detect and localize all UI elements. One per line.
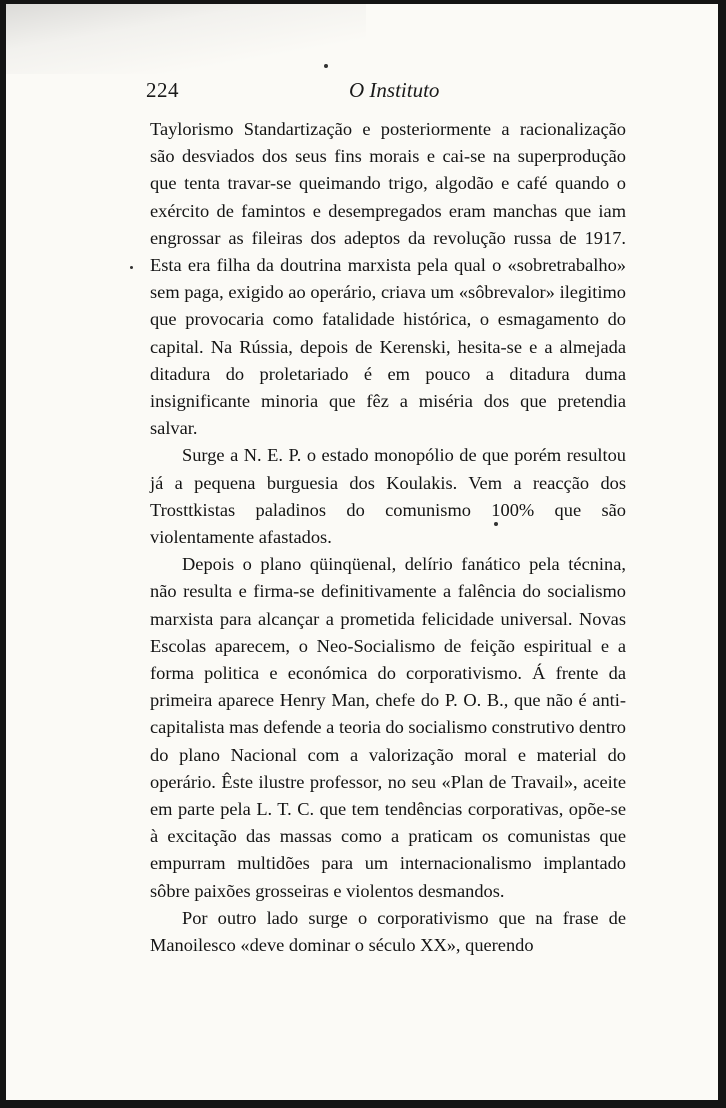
ink-speck — [324, 64, 328, 68]
paragraph-4: Por outro lado surge o corporativismo que na frase de Manoilesco «deve dominar o século XX», querendo — [150, 907, 626, 956]
body-text — [150, 116, 626, 959]
paragraph-2: Surge a N. E. P. o estado monopólio de que porém resultou já a pequena burguesia dos Koulakis. Vem a reacção dos Trosttkistas paladinos do comunismo 100% que são violentamente afastados. — [150, 445, 626, 548]
page-header — [6, 78, 718, 106]
book-page — [6, 4, 718, 1100]
paragraph-3: Depois o plano qüinqüenal, delírio fanático pela técnina, não resulta e firma-se definitivamente a falência do socialismo marxista para alcançar a prometida felicidade universal. Novas Escolas aparecem, o Neo-Socialismo de feição espiritual e a forma politica e económica do corporativismo. Á frente da primeira aparece Henry Man, chefe do P. O. B., que não é anti-capitalista mas defende a teoria do socialismo construtivo dentro do plano Nacional com a valorização moral e material do operário. Êste ilustre professor, no seu «Plan de Travail», aceite em parte pela L. T. C. que tem tendências corporativas, opõe-se à excitação das massas como a praticam os comunistas que empurram multidões para um internacionalismo implantado sôbre paixões grosseiras e violentos desmandos. — [150, 554, 626, 901]
running-title: O Instituto — [349, 78, 440, 102]
paragraph-1: Taylorismo Standartização e posteriormente a racionalização são desviados dos seus fins morais e cai-se na superprodução que tenta travar-se queimando trigo, algodão e café quando o exército de famintos e desempregados eram manchas que iam engrossar as fileiras dos adeptos da revolução russa de 1917. Esta era filha da doutrina marxista pela qual o «sobretrabalho» sem paga, exigido ao operário, criava um «sôbrevalor» ilegitimo que provocaria como fatalidade histórica, o esmagamento do capital. Na Rússia, depois de Kerenski, hesita-se e a almejada ditadura do proletariado é em pouco a ditadura duma insignificante minoria que fêz a miséria dos que pretendia salvar. — [150, 119, 626, 439]
scan-smudge — [6, 4, 366, 74]
ink-speck — [130, 266, 133, 269]
page-number: 224 — [146, 78, 179, 102]
